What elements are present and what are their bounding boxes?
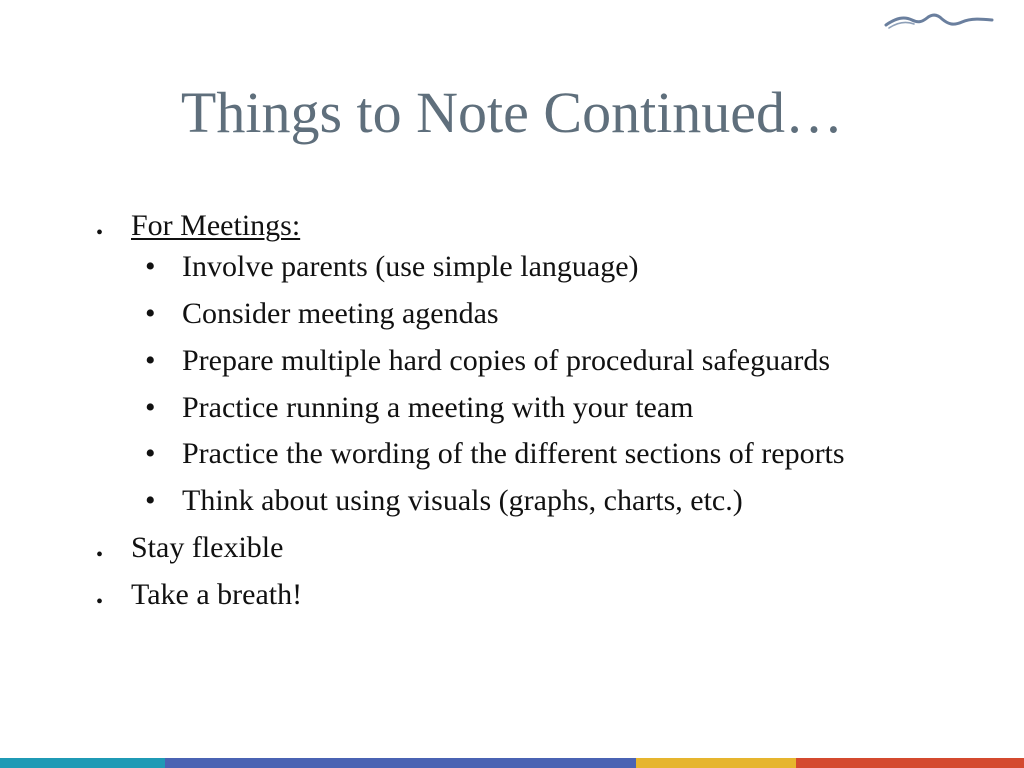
page-title: Things to Note Continued… (180, 80, 844, 145)
footer-segment-blue-1 (165, 758, 407, 768)
sub-bullet-text: Practice running a meeting with your team (182, 391, 694, 424)
sub-bullet-marker: • (145, 391, 156, 424)
sub-bullet-text: Think about using visuals (graphs, charts, etc.) (182, 484, 743, 517)
footer-color-bar (0, 758, 1024, 768)
sub-bullet-text: Practice the wording of the different sections of reports (182, 437, 845, 470)
bullet-marker: • (96, 544, 104, 566)
sub-bullet-marker: • (145, 437, 156, 470)
sub-bullet-marker: • (145, 484, 156, 517)
bullet-marker: • (96, 591, 104, 613)
bullet-text: Take a breath! (131, 578, 303, 611)
sub-bullet-text: Involve parents (use simple language) (182, 250, 639, 283)
sub-bullet-text: Consider meeting agendas (182, 297, 499, 330)
sub-bullet-text: Prepare multiple hard copies of procedural safeguards (182, 344, 831, 377)
bullet-text: Stay flexible (131, 531, 284, 564)
bullet-marker: • (96, 222, 104, 244)
sub-bullet-marker: • (145, 297, 156, 330)
footer-segment-teal (0, 758, 165, 768)
bullet-text: For Meetings: (131, 209, 301, 242)
footer-segment-blue-2 (407, 758, 636, 768)
footer-segment-red (796, 758, 1024, 768)
footer-segment-gold (636, 758, 796, 768)
sub-bullet-marker: • (145, 344, 156, 377)
sub-bullet-marker: • (145, 250, 156, 283)
